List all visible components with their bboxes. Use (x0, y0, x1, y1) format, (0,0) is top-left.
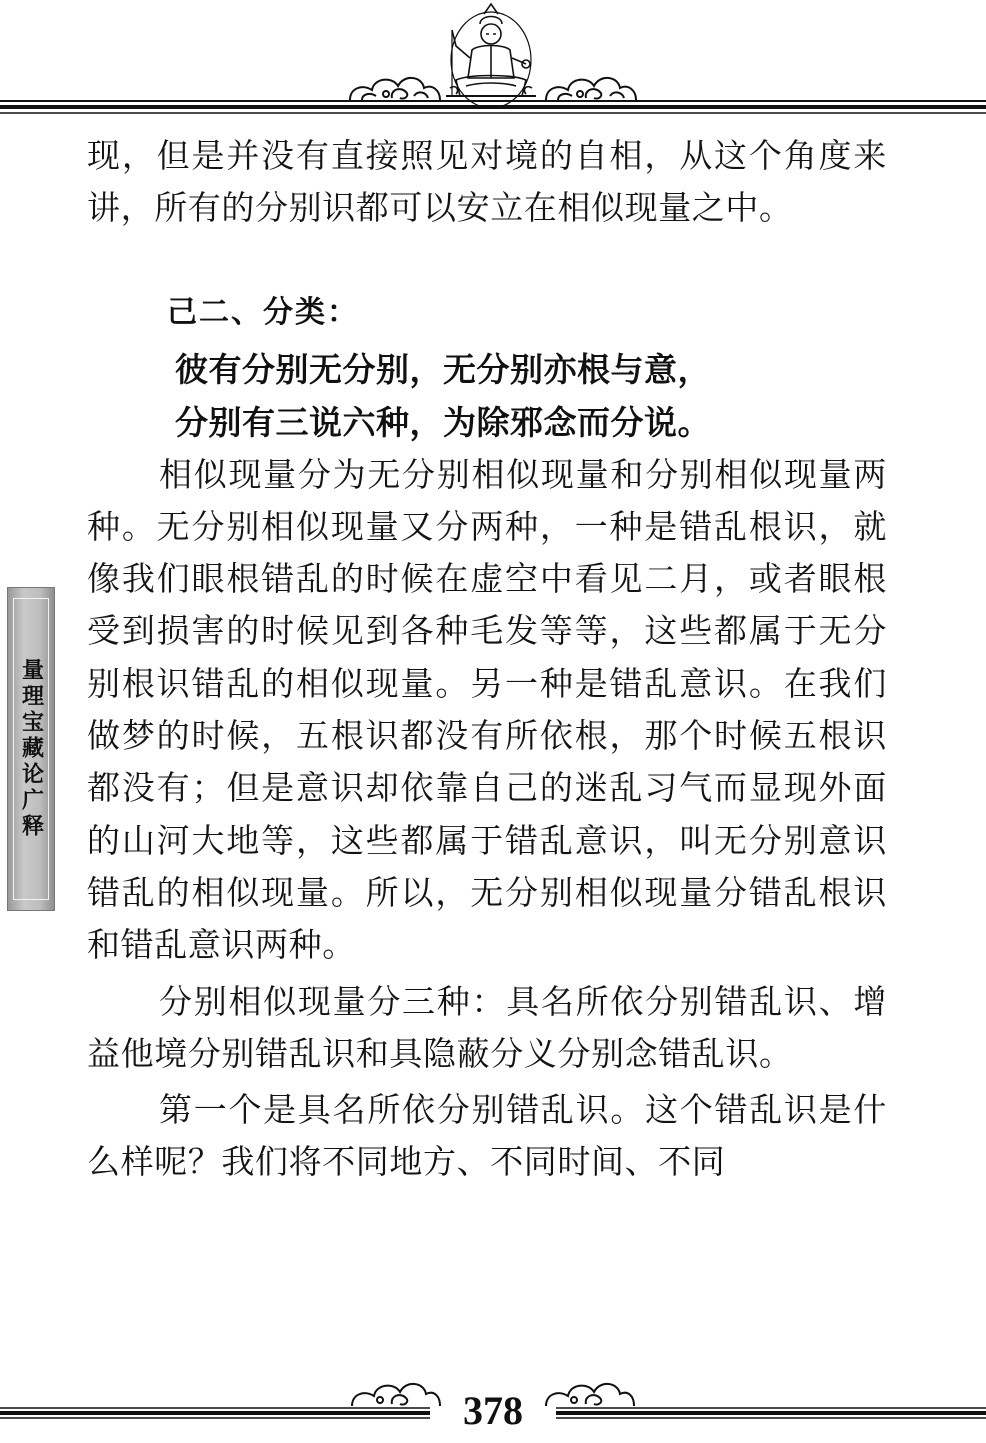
side-tab-title: 量理宝藏论广释 (18, 658, 44, 840)
page-number: 378 (463, 1388, 523, 1433)
body-paragraph-3: 第一个是具名所依分别错乱识。这个错乱识是什么样呢？我们将不同地方、不同时间、不同 (87, 1090, 887, 1182)
main-text (87, 130, 887, 1189)
side-tab (7, 587, 55, 911)
intro-paragraph: 现，但是并没有直接照见对境的自相，从这个角度来讲，所有的分别识都可以安立在相似现量之中。 (87, 136, 887, 228)
footer-cloud-left (352, 1384, 440, 1406)
cloud-ornament-right (546, 78, 636, 100)
header-ornament (0, 0, 986, 125)
body-paragraph-2: 分别相似现量分三种：具名所依分别错乱识、增益他境分别错乱识和具隐蔽分义分别念错乱识。 (87, 981, 887, 1073)
deity-figure-icon (446, 4, 536, 108)
header-divider-lines (0, 101, 986, 113)
side-tab-frame (13, 598, 49, 900)
cloud-ornament-left (350, 78, 440, 100)
verse-line-1: 彼有分别无分别，无分别亦根与意， (175, 349, 711, 389)
verse-line-2: 分别有三说六种，为除邪念而分说。 (175, 402, 711, 442)
section-heading: 己二、分类： (167, 294, 359, 330)
section-spacer (87, 235, 887, 285)
footer-cloud-right (546, 1384, 634, 1406)
body-paragraph-1: 相似现量分为无分别相似现量和分别相似现量两种。无分别相似现量又分两种，一种是错乱根识，就像我们眼根错乱的时候在虚空中看见二月，或者眼根受到损害的时候见到各种毛发等等，这些都属于无分别根识错乱的相似现量。另一种是错乱意识。在我们做梦的时候，五根识都没有所依根，那个时候五根识都没有；但是意识却依靠自己的迷乱习气而显现外面的山河大地等，这些都属于错乱意识，叫无分别意识错乱的相似现量。所以，无分别相似现量分错乱根识和错乱意识两种。 (87, 454, 887, 965)
